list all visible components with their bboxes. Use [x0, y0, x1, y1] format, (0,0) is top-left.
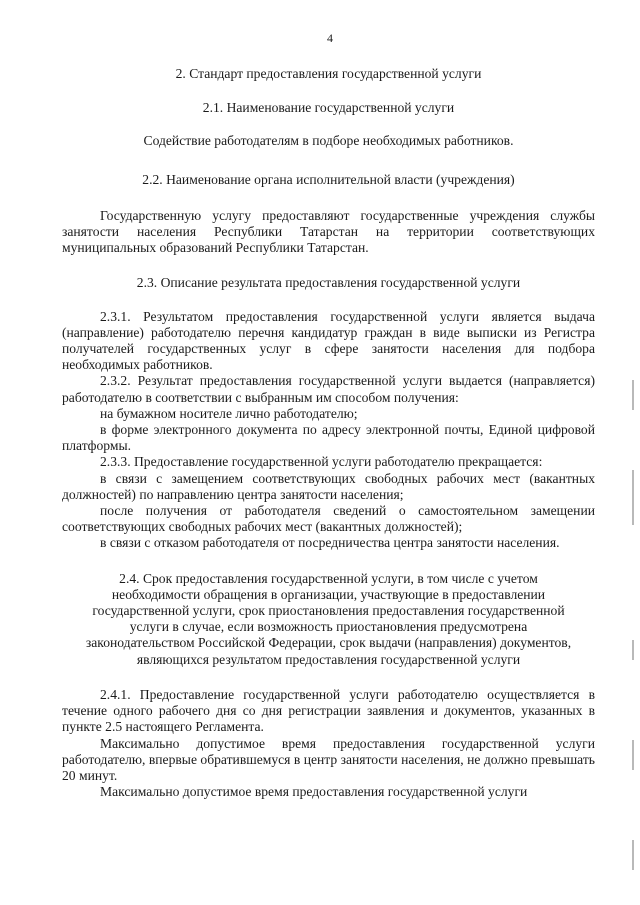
- scan-edge-mark: [632, 840, 634, 870]
- paragraph-2-3-2-item-2: в форме электронного документа по адресу электронной почты, Единой цифровой платформы.: [62, 422, 595, 454]
- page-content: [62, 60, 595, 800]
- scan-edge-mark: [632, 640, 634, 660]
- section-2-2-text: Государственную услугу предоставляют государственные учреждения службы занятости населения Республики Татарстан на территории соответствующих муниципальных образований Республики Татарстан.: [62, 207, 595, 256]
- scan-edge-mark: [632, 470, 634, 525]
- scan-edge-mark: [632, 740, 634, 770]
- paragraph-2-4-1: 2.4.1. Предоставление государственной услуги работодателю осуществляется в течение одного рабочего дня со дня регистрации заявления и документов, указанных в пункте 2.5 настоящего Регламента.: [62, 686, 595, 735]
- paragraph-2-4-1-time-repeat: Максимально допустимое время предоставления государственной услуги: [100, 784, 528, 800]
- section-2-1-text: Содействие работодателям в подборе необходимых работников.: [143, 133, 514, 149]
- paragraph-2-3-3: 2.3.3. Предоставление государственной услуги работодателю прекращается:: [100, 454, 543, 470]
- paragraph-2-3-3-item-1: в связи с замещением соответствующих свободных рабочих мест (вакантных должностей) по направлению центра занятости населения;: [62, 470, 595, 502]
- page-number: 4: [327, 31, 333, 45]
- section-2-3-title: 2.3. Описание результата предоставления государственной услуги: [136, 275, 521, 291]
- section-2-2-title: 2.2. Наименование органа исполнительной власти (учреждения): [142, 171, 515, 187]
- paragraph-2-3-3-item-2: после получения от работодателя сведений о самостоятельном замещении соответствующих свободных рабочих мест (вакантных должностей);: [62, 503, 595, 535]
- section-2-1-title: 2.1. Наименование государственной услуги: [202, 100, 455, 116]
- section-2-4-title: 2.4. Срок предоставления государственной услуги, в том числе с учетом необходимости обращения в организации, участвующие в предоставлении государственной услуги, срок приостановления предоставления государственной услуги в случае, если возможность приостановления предусмотрена законодательством Российской Федерации, срок выдачи (направления) документов, являющихся результатом предоставления государственной услуги: [85, 570, 572, 667]
- scan-edge-mark: [632, 380, 634, 410]
- section-2-title: 2. Стандарт предоставления государственной услуги: [175, 66, 482, 81]
- paragraph-2-3-2-item-1: на бумажном носителе лично работодателю;: [100, 405, 358, 421]
- paragraph-2-3-2: 2.3.2. Результат предоставления государственной услуги выдается (направляется) работодателю в соответствии с выбранным им способом получения:: [62, 373, 595, 405]
- paragraph-2-3-1: 2.3.1. Результатом предоставления государственной услуги является выдача (направление) работодателю перечня кандидатур граждан в виде выписки из Регистра получателей государственных услуг в сфере занятости населения для подбора необходимых работников.: [62, 308, 595, 373]
- paragraph-2-3-3-item-3: в связи с отказом работодателя от посредничества центра занятости населения.: [100, 535, 560, 551]
- paragraph-2-4-1-time-first: Максимально допустимое время предоставления государственной услуги работодателю, впервые обратившемуся в центр занятости населения, не должно превышать 20 минут.: [62, 735, 595, 783]
